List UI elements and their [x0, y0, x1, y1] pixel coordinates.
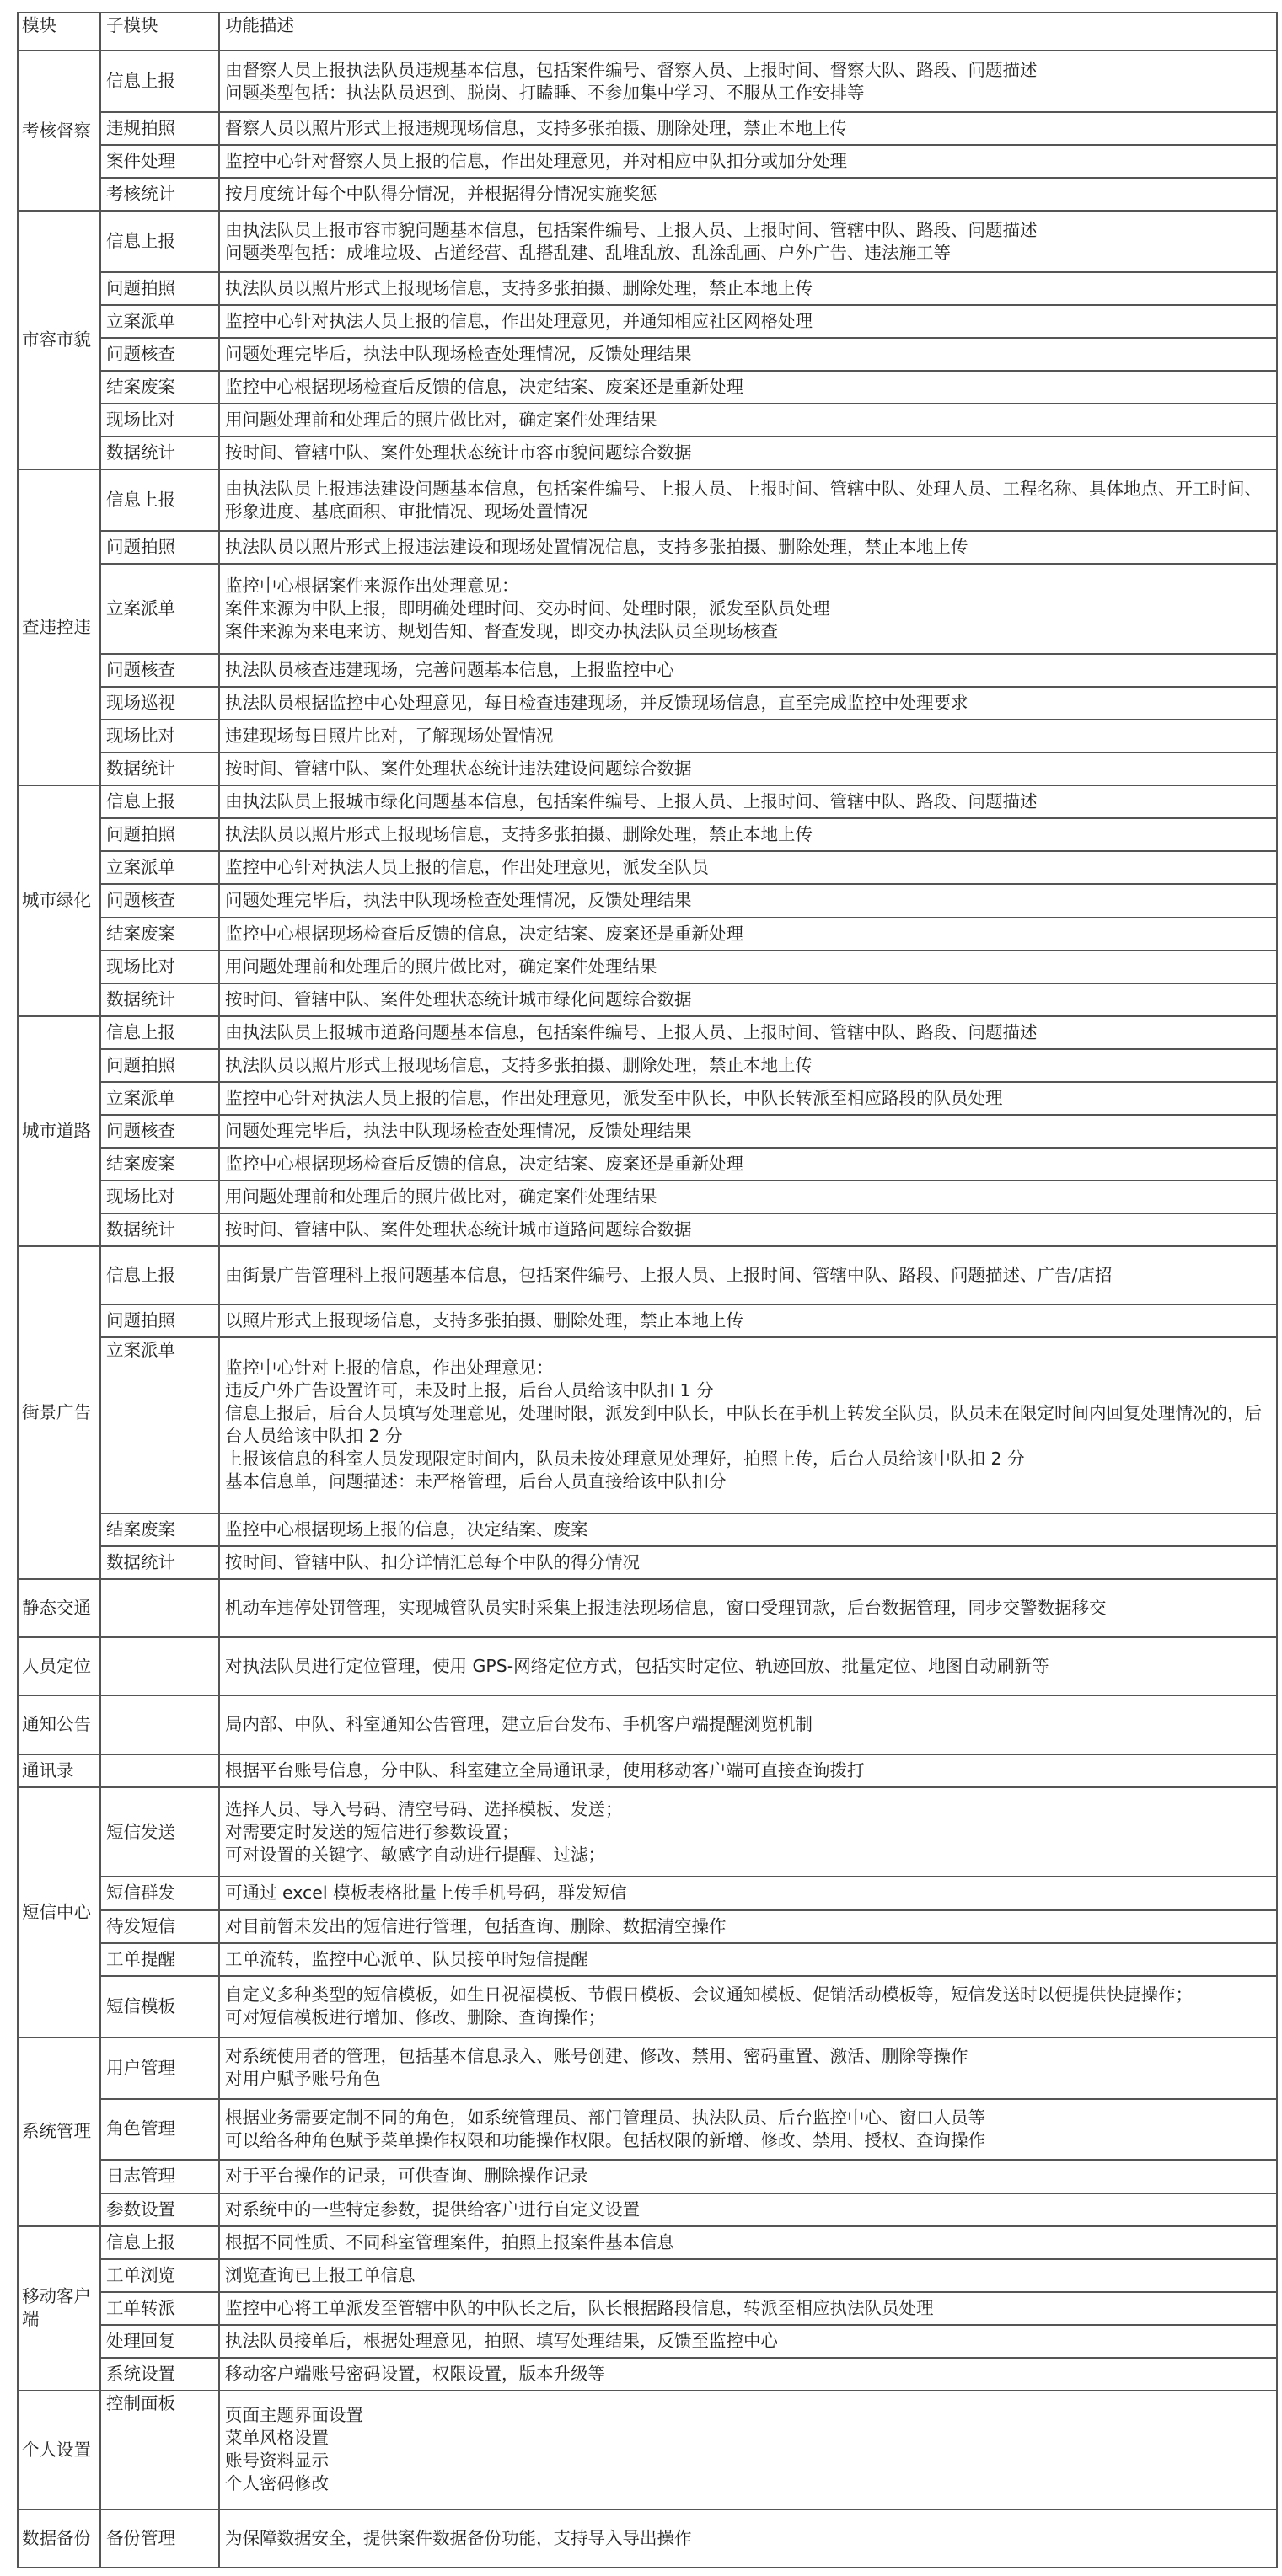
- function-description: 监控中心针对执法人员上报的信息，作出处理意见，派发至队员: [219, 851, 1277, 884]
- module-name: 短信中心: [18, 1787, 100, 2038]
- submodule-name: 信息上报: [100, 1016, 219, 1049]
- function-description: 由执法队员上报城市道路问题基本信息，包括案件编号、上报人员、上报时间、管辖中队、路段、问题描述: [219, 1016, 1277, 1049]
- header-submodule: 子模块: [100, 13, 219, 51]
- function-description: 对系统使用者的管理，包括基本信息录入、账号创建、修改、禁用、密码重置、激活、删除等操作 对用户赋予账号角色: [219, 2038, 1277, 2099]
- table-row: [18, 1943, 1277, 1976]
- function-description: 对于平台操作的记录，可供查询、删除操作记录: [219, 2160, 1277, 2193]
- function-description: 监控中心根据案件来源作出处理意见： 案件来源为中队上报，即明确处理时间、交办时间、处理时限，派发至队员处理 案件来源为来电来访、规划告知、督查发现，即交办执法队员至现场核查: [219, 564, 1277, 654]
- table-row: [18, 531, 1277, 564]
- table-row: [18, 1213, 1277, 1246]
- table-row: [18, 211, 1277, 272]
- submodule-name: 信息上报: [100, 469, 219, 531]
- function-description: 按时间、管辖中队、案件处理状态统计城市道路问题综合数据: [219, 1213, 1277, 1246]
- function-description: 监控中心针对督察人员上报的信息，作出处理意见，并对相应中队扣分或加分处理: [219, 145, 1277, 178]
- submodule-name: 现场比对: [100, 404, 219, 436]
- header-description: 功能描述: [219, 13, 1277, 51]
- function-description: 局内部、中队、科室通知公告管理，建立后台发布、手机客户端提醒浏览机制: [219, 1695, 1277, 1754]
- table-row: [18, 752, 1277, 785]
- function-description: 按时间、管辖中队、扣分详情汇总每个中队的得分情况: [219, 1546, 1277, 1579]
- submodule-name: 结案废案: [100, 371, 219, 404]
- submodule-name: 参数设置: [100, 2193, 219, 2226]
- module-name: 系统管理: [18, 2038, 100, 2226]
- submodule-name: 立案派单: [100, 1337, 219, 1513]
- submodule-name: 问题拍照: [100, 818, 219, 851]
- function-description: 按时间、管辖中队、案件处理状态统计城市绿化问题综合数据: [219, 983, 1277, 1016]
- function-description: 问题处理完毕后，执法中队现场检查处理情况，反馈处理结果: [219, 884, 1277, 917]
- table-row: [18, 2391, 1277, 2509]
- function-description: 监控中心针对执法人员上报的信息，作出处理意见，派发至中队长，中队长转派至相应路段的队员处理: [219, 1082, 1277, 1115]
- submodule-name: 立案派单: [100, 1082, 219, 1115]
- submodule-name: 用户管理: [100, 2038, 219, 2099]
- submodule-name: 结案废案: [100, 918, 219, 951]
- function-description: 执法队员核查违建现场，完善问题基本信息，上报监控中心: [219, 654, 1277, 687]
- module-name: 通知公告: [18, 1695, 100, 1754]
- submodule-name: 待发短信: [100, 1910, 219, 1943]
- function-description: 执法队员根据监控中心处理意见，每日检查违建现场，并反馈现场信息，直至完成监控中处理要求: [219, 687, 1277, 720]
- table-row: [18, 785, 1277, 818]
- table-row: [18, 2099, 1277, 2161]
- submodule-name: 问题拍照: [100, 272, 219, 305]
- submodule-name: 角色管理: [100, 2099, 219, 2161]
- submodule-name: 备份管理: [100, 2509, 219, 2568]
- function-description: 监控中心针对上报的信息，作出处理意见： 违反户外广告设置许可，未及时上报，后台人员给该中队扣 1 分 信息上报后，后台人员填写处理意见，处理时限，派发到中队长，中队长在手机上转发至队员，队员未在限定时间内回复处理情况的，后台人员给该中队扣 2 分 上报该信息的科室人员发现限定时间内，队员未按处理意见处理好，拍照上传，后台人员给该中队扣 2 分 基本信息单，问题描述：未严格管理，后台人员直接给该中队扣分: [219, 1337, 1277, 1513]
- table-row: [18, 564, 1277, 654]
- table-row: [18, 1546, 1277, 1579]
- submodule-name: 现场比对: [100, 720, 219, 752]
- submodule-name: 问题拍照: [100, 1304, 219, 1337]
- submodule-name: 工单转派: [100, 2292, 219, 2325]
- function-description: 用问题处理前和处理后的照片做比对，确定案件处理结果: [219, 951, 1277, 983]
- submodule-name: 日志管理: [100, 2160, 219, 2193]
- function-description: 执法队员接单后，根据处理意见，拍照、填写处理结果，反馈至监控中心: [219, 2325, 1277, 2358]
- submodule-name: 现场比对: [100, 1181, 219, 1213]
- function-table-container: [17, 12, 1278, 2568]
- table-row: [18, 2038, 1277, 2099]
- function-description: 问题处理完毕后，执法中队现场检查处理情况，反馈处理结果: [219, 338, 1277, 371]
- submodule-name: 数据统计: [100, 1546, 219, 1579]
- submodule-name: 短信群发: [100, 1877, 219, 1909]
- function-description: 违建现场每日照片比对，了解现场处置情况: [219, 720, 1277, 752]
- table-row: [18, 687, 1277, 720]
- table-row: [18, 1304, 1277, 1337]
- function-description: 监控中心针对执法人员上报的信息，作出处理意见，并通知相应社区网格处理: [219, 305, 1277, 338]
- table-row: [18, 469, 1277, 531]
- function-description: 执法队员以照片形式上报现场信息，支持多张拍摄、删除处理，禁止本地上传: [219, 1049, 1277, 1082]
- submodule-name: 数据统计: [100, 1213, 219, 1246]
- function-description: 监控中心根据现场检查后反馈的信息，决定结案、废案还是重新处理: [219, 918, 1277, 951]
- submodule-name: 信息上报: [100, 51, 219, 112]
- module-name: 城市道路: [18, 1016, 100, 1246]
- function-description: 对执法队员进行定位管理，使用 GPS-网络定位方式，包括实时定位、轨迹回放、批量定位、地图自动刷新等: [219, 1637, 1277, 1695]
- function-description: 由执法队员上报违法建设问题基本信息，包括案件编号、上报人员、上报时间、管辖中队、处理人员、工程名称、具体地点、开工时间、形象进度、基底面积、审批情况、现场处置情况: [219, 469, 1277, 531]
- function-description: 按月度统计每个中队得分情况，并根据得分情况实施奖惩: [219, 178, 1277, 211]
- function-description: 选择人员、导入号码、清空号码、选择模板、发送； 对需要定时发送的短信进行参数设置； 可对设置的关键字、敏感字自动进行提醒、过滤；: [219, 1787, 1277, 1877]
- submodule-name: 立案派单: [100, 564, 219, 654]
- submodule-name: 问题核查: [100, 338, 219, 371]
- header-row: [18, 13, 1277, 51]
- submodule-name: 数据统计: [100, 752, 219, 785]
- submodule-name: 信息上报: [100, 1246, 219, 1304]
- table-row: [18, 1637, 1277, 1695]
- function-description: 机动车违停处罚管理，实现城管队员实时采集上报违法现场信息，窗口受理罚款，后台数据管理，同步交警数据移交: [219, 1579, 1277, 1637]
- table-row: [18, 338, 1277, 371]
- module-name: 市容市貌: [18, 211, 100, 469]
- function-table: [17, 12, 1278, 2568]
- submodule-name: 问题拍照: [100, 531, 219, 564]
- function-description: 根据业务需要定制不同的角色，如系统管理员、部门管理员、执法队员、后台监控中心、窗口人员等 可以给各种角色赋予菜单操作权限和功能操作权限。包括权限的新增、修改、禁用、授权、查询操作: [219, 2099, 1277, 2161]
- submodule-name: 工单提醒: [100, 1943, 219, 1976]
- table-row: [18, 1181, 1277, 1213]
- submodule-name: 结案废案: [100, 1148, 219, 1181]
- table-row: [18, 1513, 1277, 1546]
- submodule-name: 立案派单: [100, 305, 219, 338]
- table-row: [18, 818, 1277, 851]
- function-description: 监控中心将工单派发至管辖中队的中队长之后，队长根据路段信息，转派至相应执法队员处理: [219, 2292, 1277, 2325]
- table-row: [18, 272, 1277, 305]
- submodule-name: [100, 1754, 219, 1787]
- function-description: 监控中心根据现场检查后反馈的信息，决定结案、废案还是重新处理: [219, 371, 1277, 404]
- submodule-name: 信息上报: [100, 2226, 219, 2259]
- function-description: 对目前暂未发出的短信进行管理，包括查询、删除、数据清空操作: [219, 1910, 1277, 1943]
- module-name: 静态交通: [18, 1579, 100, 1637]
- submodule-name: 问题核查: [100, 884, 219, 917]
- table-row: [18, 654, 1277, 687]
- table-row: [18, 1049, 1277, 1082]
- submodule-name: [100, 1637, 219, 1695]
- module-name: 移动客户端: [18, 2226, 100, 2391]
- table-row: [18, 145, 1277, 178]
- table-row: [18, 1246, 1277, 1304]
- table-row: [18, 1877, 1277, 1909]
- table-row: [18, 2259, 1277, 2292]
- module-name: 数据备份: [18, 2509, 100, 2568]
- table-row: [18, 178, 1277, 211]
- table-row: [18, 2226, 1277, 2259]
- header-module: 模块: [18, 13, 100, 51]
- function-description: 为保障数据安全，提供案件数据备份功能，支持导入导出操作: [219, 2509, 1277, 2568]
- submodule-name: 问题拍照: [100, 1049, 219, 1082]
- table-row: [18, 720, 1277, 752]
- submodule-name: [100, 1579, 219, 1637]
- table-row: [18, 51, 1277, 112]
- submodule-name: 工单浏览: [100, 2259, 219, 2292]
- table-row: [18, 1016, 1277, 1049]
- module-name: 城市绿化: [18, 785, 100, 1015]
- module-name: 考核督察: [18, 51, 100, 211]
- function-description: 执法队员以照片形式上报现场信息，支持多张拍摄、删除处理，禁止本地上传: [219, 818, 1277, 851]
- function-description: 由执法队员上报城市绿化问题基本信息，包括案件编号、上报人员、上报时间、管辖中队、路段、问题描述: [219, 785, 1277, 818]
- submodule-name: 数据统计: [100, 436, 219, 469]
- submodule-name: 现场比对: [100, 951, 219, 983]
- function-description: 监控中心根据现场上报的信息，决定结案、废案: [219, 1513, 1277, 1546]
- function-description: 由督察人员上报执法队员违规基本信息，包括案件编号、督察人员、上报时间、督察大队、路段、问题描述 问题类型包括：执法队员迟到、脱岗、打瞌睡、不参加集中学习、不服从工作安排等: [219, 51, 1277, 112]
- module-name: 街景广告: [18, 1246, 100, 1579]
- submodule-name: 问题核查: [100, 1115, 219, 1148]
- table-row: [18, 1910, 1277, 1943]
- submodule-name: 违规拍照: [100, 112, 219, 145]
- function-description: 执法队员以照片形式上报现场信息，支持多张拍摄、删除处理，禁止本地上传: [219, 272, 1277, 305]
- table-row: [18, 1115, 1277, 1148]
- function-description: 以照片形式上报现场信息，支持多张拍摄、删除处理，禁止本地上传: [219, 1304, 1277, 1337]
- submodule-name: 数据统计: [100, 983, 219, 1016]
- function-description: 督察人员以照片形式上报违规现场信息，支持多张拍摄、删除处理，禁止本地上传: [219, 112, 1277, 145]
- submodule-name: 立案派单: [100, 851, 219, 884]
- function-description: 按时间、管辖中队、案件处理状态统计市容市貌问题综合数据: [219, 436, 1277, 469]
- submodule-name: 控制面板: [100, 2391, 219, 2509]
- module-name: 查违控违: [18, 469, 100, 785]
- table-row: [18, 1695, 1277, 1754]
- table-row: [18, 1148, 1277, 1181]
- module-name: 人员定位: [18, 1637, 100, 1695]
- function-description: 问题处理完毕后，执法中队现场检查处理情况，反馈处理结果: [219, 1115, 1277, 1148]
- table-row: [18, 2509, 1277, 2568]
- function-description: 监控中心根据现场检查后反馈的信息，决定结案、废案还是重新处理: [219, 1148, 1277, 1181]
- module-name: 通讯录: [18, 1754, 100, 1787]
- table-row: [18, 1754, 1277, 1787]
- function-description: 由街景广告管理科上报问题基本信息，包括案件编号、上报人员、上报时间、管辖中队、路段、问题描述、广告/店招: [219, 1246, 1277, 1304]
- table-row: [18, 1082, 1277, 1115]
- function-description: 页面主题界面设置 菜单风格设置 账号资料显示 个人密码修改: [219, 2391, 1277, 2509]
- table-row: [18, 1976, 1277, 2038]
- submodule-name: 信息上报: [100, 785, 219, 818]
- submodule-name: 结案废案: [100, 1513, 219, 1546]
- table-row: [18, 884, 1277, 917]
- submodule-name: 问题核查: [100, 654, 219, 687]
- function-description: 按时间、管辖中队、案件处理状态统计违法建设问题综合数据: [219, 752, 1277, 785]
- table-row: [18, 983, 1277, 1016]
- function-description: 对系统中的一些特定参数，提供给客户进行自定义设置: [219, 2193, 1277, 2226]
- function-description: 移动客户端账号密码设置，权限设置，版本升级等: [219, 2358, 1277, 2391]
- table-row: [18, 2358, 1277, 2391]
- table-row: [18, 2292, 1277, 2325]
- function-description: 用问题处理前和处理后的照片做比对，确定案件处理结果: [219, 404, 1277, 436]
- table-row: [18, 404, 1277, 436]
- function-description: 工单流转，监控中心派单、队员接单时短信提醒: [219, 1943, 1277, 1976]
- table-row: [18, 1579, 1277, 1637]
- function-description: 根据平台账号信息，分中队、科室建立全局通讯录，使用移动客户端可直接查询拨打: [219, 1754, 1277, 1787]
- function-description: 根据不同性质、不同科室管理案件，拍照上报案件基本信息: [219, 2226, 1277, 2259]
- module-name: 个人设置: [18, 2391, 100, 2509]
- function-description: 由执法队员上报市容市貌问题基本信息，包括案件编号、上报人员、上报时间、管辖中队、路段、问题描述 问题类型包括：成堆垃圾、占道经营、乱搭乱建、乱堆乱放、乱涂乱画、户外广告、违法施工等: [219, 211, 1277, 272]
- table-row: [18, 112, 1277, 145]
- table-row: [18, 436, 1277, 469]
- function-description: 用问题处理前和处理后的照片做比对，确定案件处理结果: [219, 1181, 1277, 1213]
- submodule-name: 案件处理: [100, 145, 219, 178]
- table-row: [18, 2325, 1277, 2358]
- function-description: 浏览查询已上报工单信息: [219, 2259, 1277, 2292]
- submodule-name: 短信模板: [100, 1976, 219, 2038]
- table-row: [18, 1337, 1277, 1513]
- function-description: 执法队员以照片形式上报违法建设和现场处置情况信息，支持多张拍摄、删除处理，禁止本地上传: [219, 531, 1277, 564]
- function-description: 自定义多种类型的短信模板，如生日祝福模板、节假日模板、会议通知模板、促销活动模板等，短信发送时以便提供快捷操作； 可对短信模板进行增加、修改、删除、查询操作；: [219, 1976, 1277, 2038]
- submodule-name: 信息上报: [100, 211, 219, 272]
- table-row: [18, 918, 1277, 951]
- submodule-name: 系统设置: [100, 2358, 219, 2391]
- function-description: 可通过 excel 模板表格批量上传手机号码，群发短信: [219, 1877, 1277, 1909]
- submodule-name: [100, 1695, 219, 1754]
- table-row: [18, 1787, 1277, 1877]
- table-row: [18, 305, 1277, 338]
- submodule-name: 处理回复: [100, 2325, 219, 2358]
- table-row: [18, 851, 1277, 884]
- table-row: [18, 951, 1277, 983]
- table-row: [18, 371, 1277, 404]
- table-row: [18, 2160, 1277, 2193]
- submodule-name: 考核统计: [100, 178, 219, 211]
- table-row: [18, 2193, 1277, 2226]
- submodule-name: 短信发送: [100, 1787, 219, 1877]
- submodule-name: 现场巡视: [100, 687, 219, 720]
